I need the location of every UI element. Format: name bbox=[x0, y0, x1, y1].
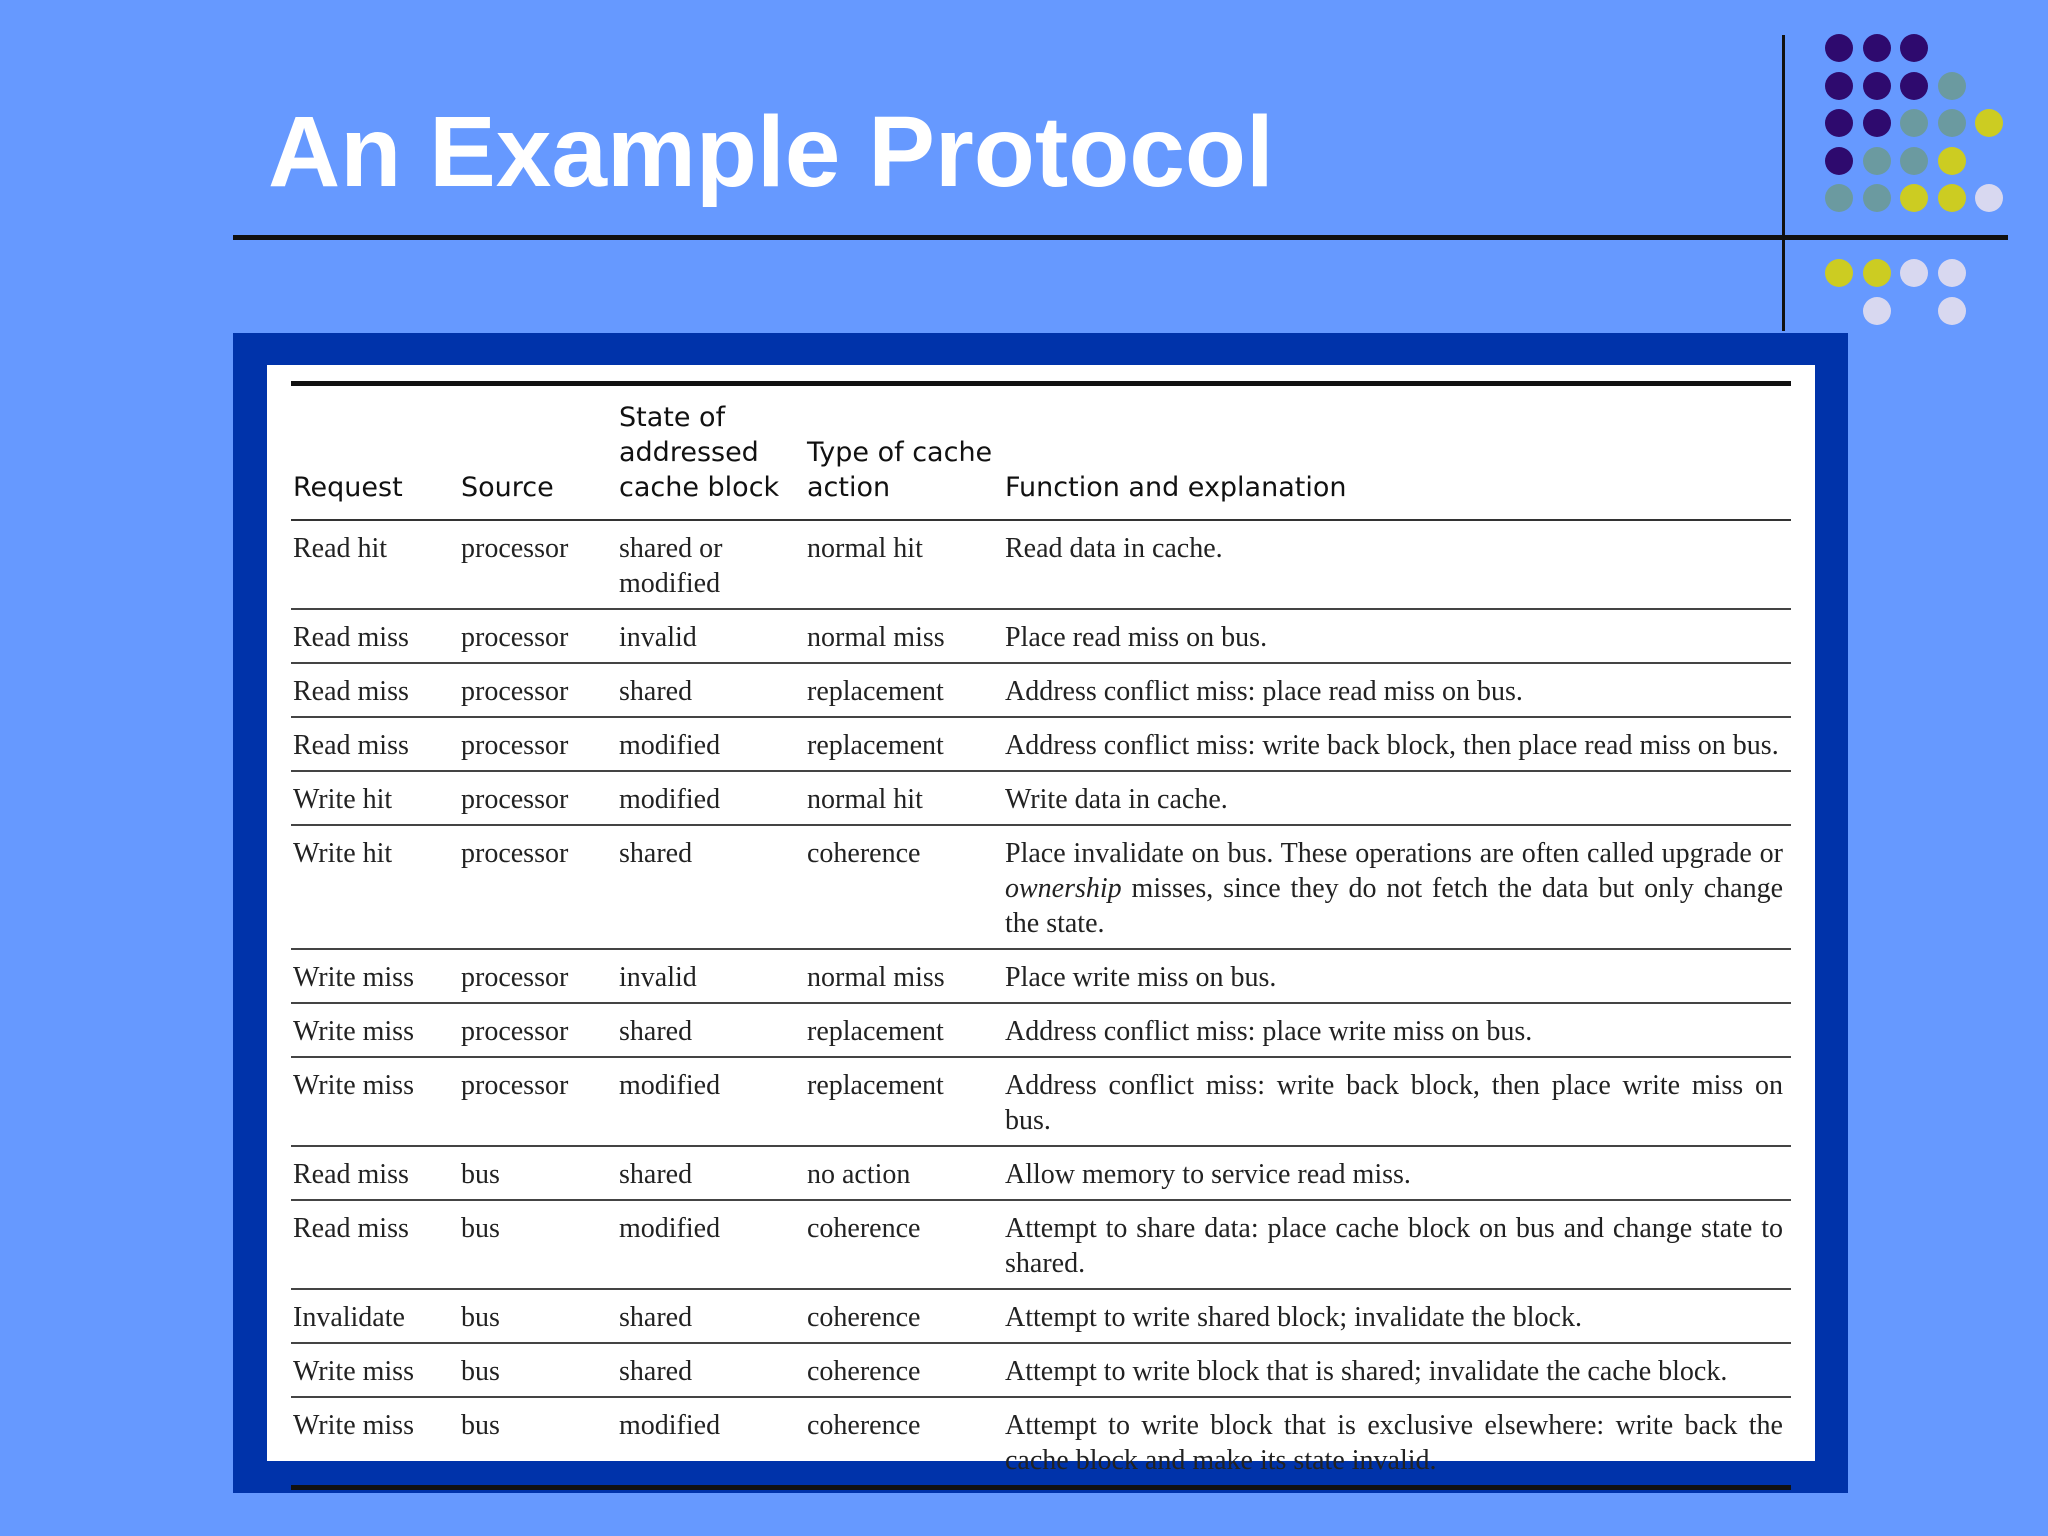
decorative-dot bbox=[1900, 147, 1928, 175]
cell-request: Write hit bbox=[291, 825, 459, 949]
decorative-dot bbox=[1938, 72, 1966, 100]
vertical-divider bbox=[1782, 35, 1785, 331]
decorative-dot bbox=[1825, 147, 1853, 175]
cell-action: normal miss bbox=[805, 949, 1003, 1003]
table-row bbox=[291, 1200, 1791, 1289]
cell-source: bus bbox=[459, 1146, 617, 1200]
cell-action: replacement bbox=[805, 717, 1003, 771]
decorative-dot bbox=[1975, 184, 2003, 212]
cell-source: processor bbox=[459, 1003, 617, 1057]
cell-action: coherence bbox=[805, 1343, 1003, 1397]
cell-action: coherence bbox=[805, 825, 1003, 949]
cell-source: processor bbox=[459, 609, 617, 663]
cell-request: Write miss bbox=[291, 949, 459, 1003]
cell-request: Read miss bbox=[291, 609, 459, 663]
cell-function: Attempt to write block that is exclusive elsewhere: write back the cache block and make its state invalid. bbox=[1005, 1410, 1783, 1476]
cell-source: processor bbox=[459, 1057, 617, 1146]
cell-action: coherence bbox=[805, 1200, 1003, 1289]
cell-request: Write miss bbox=[291, 1057, 459, 1146]
header-state: State of addressed cache block bbox=[617, 384, 805, 521]
decorative-dot bbox=[1825, 184, 1853, 212]
table-row bbox=[291, 771, 1791, 825]
cell-action: normal hit bbox=[805, 520, 1003, 609]
header-function: Function and explanation bbox=[1003, 384, 1791, 521]
table-row bbox=[291, 949, 1791, 1003]
cell-action: no action bbox=[805, 1146, 1003, 1200]
cell-request: Write miss bbox=[291, 1343, 459, 1397]
cell-state: modified bbox=[617, 771, 805, 825]
cell-action: normal miss bbox=[805, 609, 1003, 663]
cell-request: Read hit bbox=[291, 520, 459, 609]
table-row bbox=[291, 663, 1791, 717]
decorative-dot bbox=[1825, 34, 1853, 62]
decorative-dot bbox=[1863, 109, 1891, 137]
decorative-dot bbox=[1938, 259, 1966, 287]
cell-action: normal hit bbox=[805, 771, 1003, 825]
decorative-dot bbox=[1938, 109, 1966, 137]
decorative-dot bbox=[1975, 109, 2003, 137]
cell-function: Attempt to share data: place cache block on bus and change state to shared. bbox=[1003, 1200, 1791, 1289]
function-text: misses, since they do not fetch the data but only change the state. bbox=[1005, 873, 1783, 939]
cell-request: Invalidate bbox=[291, 1289, 459, 1343]
cell-action: replacement bbox=[805, 1057, 1003, 1146]
cell-source: bus bbox=[459, 1200, 617, 1289]
decorative-dot bbox=[1938, 297, 1966, 325]
decorative-dot bbox=[1863, 259, 1891, 287]
cell-function: Write data in cache. bbox=[1003, 771, 1791, 825]
decorative-dot bbox=[1938, 184, 1966, 212]
table-row bbox=[291, 825, 1791, 949]
cell-source: processor bbox=[459, 663, 617, 717]
decorative-dot bbox=[1938, 147, 1966, 175]
cell-function: Allow memory to service read miss. bbox=[1003, 1146, 1791, 1200]
decorative-dot bbox=[1863, 184, 1891, 212]
decorative-dot bbox=[1900, 72, 1928, 100]
cell-request: Read miss bbox=[291, 663, 459, 717]
cell-source: processor bbox=[459, 771, 617, 825]
table-row bbox=[291, 1057, 1791, 1146]
protocol-table bbox=[291, 381, 1791, 1490]
cell-state: shared bbox=[617, 1343, 805, 1397]
table-row bbox=[291, 1289, 1791, 1343]
decorative-dot bbox=[1825, 109, 1853, 137]
cell-source: processor bbox=[459, 825, 617, 949]
cell-function: Attempt to write shared block; invalidate the block. bbox=[1003, 1289, 1791, 1343]
table-header-row bbox=[291, 384, 1791, 521]
cell-source: bus bbox=[459, 1289, 617, 1343]
cell-action: coherence bbox=[805, 1289, 1003, 1343]
cell-state: modified bbox=[617, 1200, 805, 1289]
table-row bbox=[291, 1146, 1791, 1200]
cell-request: Write miss bbox=[293, 1410, 414, 1441]
table-row bbox=[291, 609, 1791, 663]
decorative-dot bbox=[1863, 34, 1891, 62]
cell-request: Read miss bbox=[291, 1200, 459, 1289]
cell-function: Place read miss on bus. bbox=[1003, 609, 1791, 663]
cell-state: shared bbox=[617, 1146, 805, 1200]
cell-state: modified bbox=[619, 1410, 721, 1441]
function-text: Place invalidate on bus. These operations are often called upgrade or bbox=[1005, 838, 1783, 869]
table-sheet bbox=[267, 365, 1815, 1476]
cell-function: Address conflict miss: place write miss on bus. bbox=[1003, 1003, 1791, 1057]
cell-source: bus bbox=[459, 1343, 617, 1397]
cell-state: shared bbox=[617, 1003, 805, 1057]
cell-request: Write hit bbox=[291, 771, 459, 825]
decorative-dot bbox=[1900, 259, 1928, 287]
cell-function: Address conflict miss: write back block, then place write miss on bus. bbox=[1003, 1057, 1791, 1146]
title-underline bbox=[233, 235, 2008, 240]
table-body bbox=[291, 520, 1791, 1488]
decorative-dot bbox=[1863, 297, 1891, 325]
cell-action: coherence bbox=[807, 1410, 921, 1441]
cell-state: shared or modified bbox=[617, 520, 805, 609]
table-row bbox=[291, 520, 1791, 609]
header-action: Type of cache action bbox=[805, 384, 1003, 521]
decorative-dot bbox=[1863, 72, 1891, 100]
cell-function: Attempt to write block that is shared; invalidate the cache block. bbox=[1003, 1343, 1791, 1397]
cell-state: shared bbox=[617, 825, 805, 949]
header-source: Source bbox=[459, 384, 617, 521]
cell-function bbox=[1003, 825, 1791, 949]
cell-function: Place write miss on bus. bbox=[1003, 949, 1791, 1003]
cell-request: Read miss bbox=[291, 1146, 459, 1200]
header-request: Request bbox=[291, 384, 459, 521]
cell-state: invalid bbox=[617, 609, 805, 663]
cell-state: modified bbox=[617, 717, 805, 771]
cell-function: Address conflict miss: place read miss on bus. bbox=[1003, 663, 1791, 717]
cell-source: processor bbox=[459, 949, 617, 1003]
cell-source: processor bbox=[459, 717, 617, 771]
cell-source: bus bbox=[461, 1410, 500, 1441]
cell-request: Write miss bbox=[291, 1003, 459, 1057]
decorative-dot bbox=[1825, 72, 1853, 100]
table-row bbox=[291, 1003, 1791, 1057]
table-row bbox=[291, 717, 1791, 771]
cell-source: processor bbox=[459, 520, 617, 609]
cell-action: replacement bbox=[805, 1003, 1003, 1057]
cell-state: invalid bbox=[617, 949, 805, 1003]
decorative-dot bbox=[1900, 184, 1928, 212]
decorative-dot bbox=[1900, 34, 1928, 62]
table-row bbox=[291, 1343, 1791, 1397]
decorative-dot bbox=[1825, 259, 1853, 287]
cell-state: shared bbox=[617, 1289, 805, 1343]
cell-state: shared bbox=[617, 663, 805, 717]
function-emphasis: ownership bbox=[1005, 873, 1122, 904]
cell-function: Address conflict miss: write back block, then place read miss on bus. bbox=[1003, 717, 1791, 771]
cell-function: Read data in cache. bbox=[1003, 520, 1791, 609]
cell-state: modified bbox=[617, 1057, 805, 1146]
decorative-dot bbox=[1900, 109, 1928, 137]
cell-action: replacement bbox=[805, 663, 1003, 717]
table-row bbox=[291, 1397, 1791, 1488]
cell-request: Read miss bbox=[291, 717, 459, 771]
decorative-dot bbox=[1863, 147, 1891, 175]
slide-title: An Example Protocol bbox=[268, 96, 1274, 208]
